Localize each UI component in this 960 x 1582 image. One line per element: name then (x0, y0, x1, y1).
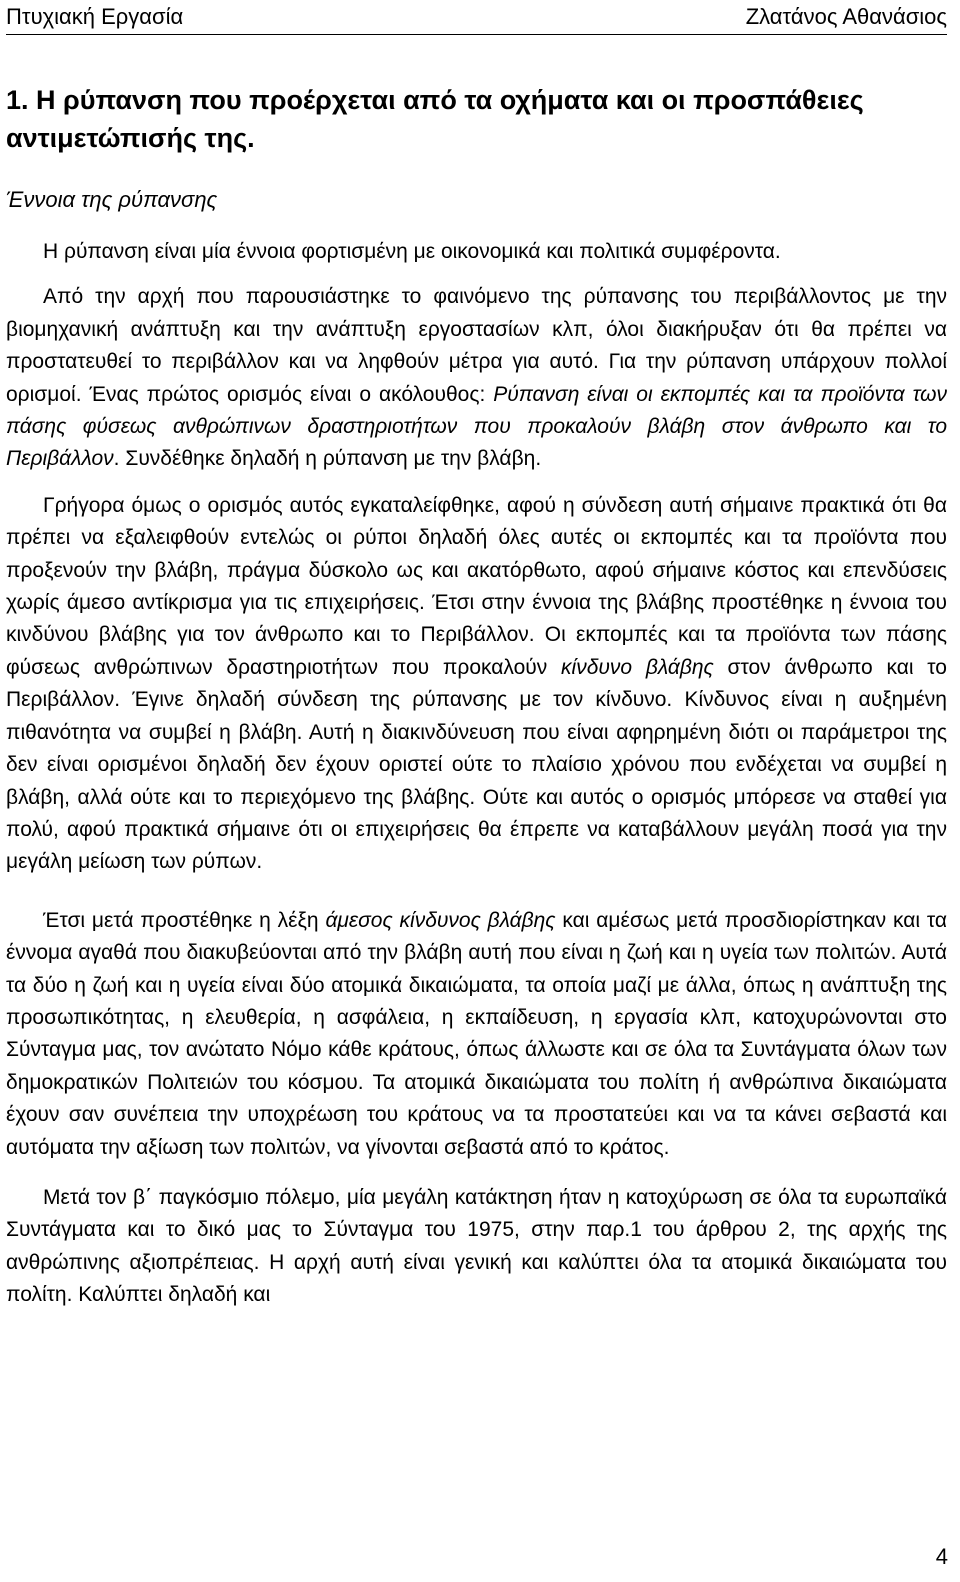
paragraph-4 (6, 905, 947, 1164)
page-header (6, 0, 947, 35)
paragraph-3-text-a: Γρήγορα όμως ο ορισμός αυτός εγκαταλείφθηκε, αφού η σύνδεση αυτή σήμαινε πρακτικά ότι θα πρέπει να εξαλειφθούν εντελώς οι ρύποι δηλαδή όλες αυτές οι εκπομπές και τα προϊόντα που προξενούν την βλάβη, πράγμα δύσκολο ως και ακατόρθωτο, αφού σήμαινε κόστος και επενδύσεις χωρίς άμεσο αντίκρισμα για τις επιχειρήσεις. Έτσι στην έννοια της βλάβης προστέθηκε η έννοια του κινδύνου βλάβης για τον άνθρωπο και το Περιβάλλον. Οι εκπομπές και τα προϊόντα των πάσης φύσεως ανθρώπινων δραστηριοτήτων που προκαλούν (6, 493, 947, 679)
paragraph-4-text-a: Έτσι μετά προστέθηκε η λέξη (43, 908, 326, 932)
paragraph-2-text-a: Από την αρχή που παρουσιάστηκε το φαινόμενο της ρύπανσης του περιβάλλοντος με την βιομηχανική ανάπτυξη και την ανάπτυξη εργοστασίων κλπ, όλοι διακήρυξαν ότι θα πρέπει να προστατευθεί το περιβάλλον και να ληφθούν μέτρα για αυτό. Για την ρύπανση υπάρχουν πολλοί ορισμοί. Ένας πρώτος ορισμός είναι ο ακόλουθος: (6, 285, 947, 406)
paragraph-2-text-c: . Συνδέθηκε δηλαδή η ρύπανση με την βλάβη. (113, 447, 542, 471)
page-number: 4 (935, 1544, 948, 1569)
paragraph-3 (6, 490, 947, 879)
paragraph-2-italic-definition: Ρύπανση είναι οι εκπομπές και τα προϊόντα των πάσης φύσεως ανθρώπινων δραστηριοτήτων που προκαλούν βλάβη στον άνθρωπο και το Περιβάλλον (6, 382, 947, 471)
paragraph-1: Η ρύπανση είναι μία έννοια φορτισμένη με οικονομικά και πολιτικά συμφέροντα. (43, 240, 781, 263)
paragraph-2 (6, 281, 947, 475)
section-heading: 1. Η ρύπανση που προέρχεται από τα οχήματα και οι προσπάθειες αντιμετώπισής της. (6, 85, 864, 153)
paragraph-4-italic-term: άμεσος κίνδυνος βλάβης (325, 908, 556, 932)
header-left-text: Πτυχιακή Εργασία (6, 4, 184, 29)
document-page (6, 0, 947, 1312)
paragraph-5: Μετά τον β΄ παγκόσμιο πόλεμο, μία μεγάλη κατάκτηση ήταν η κατοχύρωση σε όλα τα ευρωπαϊκά Συντάγματα και το δικό μας το Σύνταγμα του 1975, στην παρ.1 του άρθρου 2, της αρχής της ανθρώπινης αξιοπρέπειας. Η αρχή αυτή είναι γενική και καλύπτει όλα τα ατομικά δικαιώματα του πολίτη. Καλύπτει δηλαδή και (6, 1185, 947, 1307)
header-right-text: Ζλατάνος Αθανάσιος (745, 4, 947, 29)
paragraph-4-text-c: και αμέσως μετά προσδιορίστηκαν και τα έννομα αγαθά που διακυβεύονται από την βλάβη αυτή που είναι η ζωή και η υγεία των πολιτών. Αυτά τα δύο η ζωή και η υγεία είναι δύο ατομικά δικαιώματα, τα οποία μαζί με άλλα, όπως η ανάπτυξη της προσωπικότητας, η ελευθερία, η ασφάλεια, η εκπαίδευση, η εργασία κλπ, κατοχυρώνονται στο Σύνταγμα μας, τον ανώτατο Νόμο κάθε κράτους, όπως άλλωστε και σε όλα τα Συντάγματα όλων των δημοκρατικών Πολιτειών του κόσμου. Τα ατομικά δικαιώματα του πολίτη ή ανθρώπινα δικαιώματα έχουν σαν συνέπεια την υποχρέωση του κράτους να τα προστατεύει και να τα κάνει σεβαστά και αυτόματα την αξίωση των πολιτών, να γίνονται σεβαστά από το κράτος. (6, 908, 947, 1159)
section-subheading: Έννοια της ρύπανσης (6, 187, 218, 212)
paragraph-3-text-c: στον άνθρωπο και το Περιβάλλον. Έγινε δηλαδή σύνδεση της ρύπανσης με τον κίνδυνο. Κίνδυνος είναι η αυξημένη πιθανότητα να συμβεί η βλάβη. Αυτή η διακινδύνευση που είναι αφηρημένη διότι οι παράμετροι της δεν είναι ορισμένοι δηλαδή δεν έχουν οριστεί ούτε το πλαίσιο χρόνου που ενδέχεται να συμβεί η βλάβη, αλλά ούτε και το περιεχόμενο της βλάβης. Ούτε και αυτός ο ορισμός μπόρεσε να σταθεί για πολύ, αφού πρακτικά σήμαινε ότι οι επιχειρήσεις θα έπρεπε να καταβάλλουν μεγάλη ποσά για την μεγάλη μείωση των ρύπων. (6, 655, 947, 874)
paragraph-3-italic-term: κίνδυνο βλάβης (561, 655, 714, 679)
